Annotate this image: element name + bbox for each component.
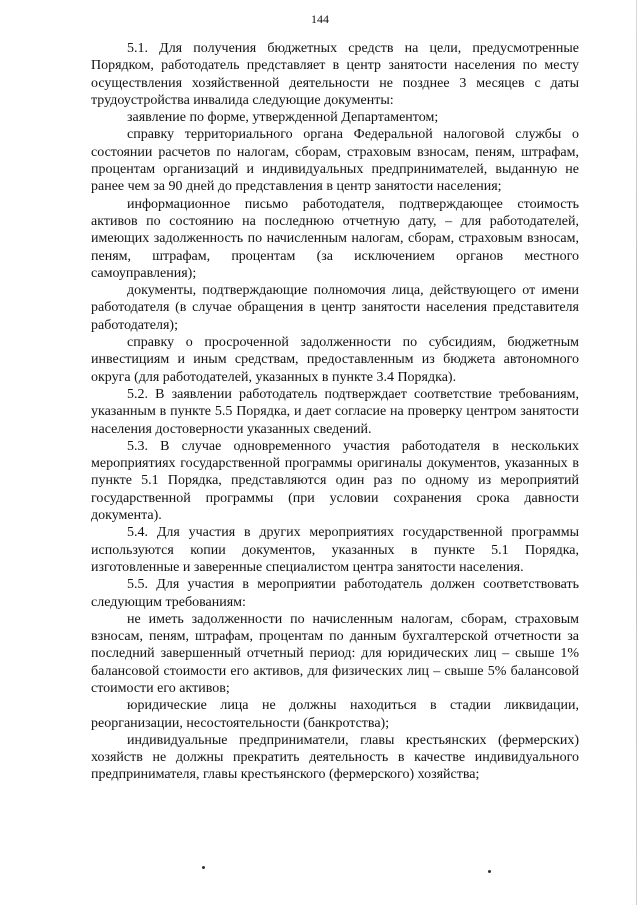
paragraph-5-3: 5.3. В случае одновременного участия работодателя в нескольких мероприятиях государственной программы оригиналы документов, указанных в пункте 5.1 Порядка, представляются один раз по одному из мероприятий государственной программы (при условии сохранения срока давности документа).	[91, 438, 579, 524]
scan-edge	[636, 0, 637, 905]
requirement-not-in-liquidation: юридические лица не должны находиться в стадии ликвидации, реорганизации, несостоятельности (банкротства);	[91, 698, 579, 731]
list-item-tax-certificate: справку территориального органа Федеральной налоговой службы о состоянии расчетов по налогам, сборам, страховым взносам, пеням, штрафам, процентам организаций и индивидуальных предпринимателей, выданную не ранее чем за 90 дней до представления в центр занятости населения;	[91, 127, 579, 195]
requirement-no-tax-debt: не иметь задолженности по начисленным налогам, сборам, страховым взносам, пеням, штрафам, процентам по данным бухгалтерской отчетности за последний завершенный отчетный период: для юридических лиц – свыше 1% балансовой стоимости его активов, для физических лиц – свыше 5% балансовой стоимости его активов;	[91, 611, 579, 696]
paragraph-5-1: 5.1. Для получения бюджетных средств на цели, предусмотренные Порядком, работодатель представляет в центр занятости населения по месту осуществления хозяйственной деятельности не позднее 3 месяцев с даты трудоустройства инвалида следующие документы:	[91, 41, 579, 108]
paragraph-5-4: 5.4. Для участия в других мероприятиях государственной программы используются копии документов, указанных в пункте 5.1 Порядка, изготовленные и заверенные специалистом центра занятости населения.	[91, 525, 579, 575]
list-item-info-letter: информационное письмо работодателя, подтверждающее стоимость активов по состоянию на последнюю отчетную дату, – для работодателей, имеющих задолженность по начисленным налогам, сборам, страховым взносам, пеням, штрафам, процентам (за исключением органов местного самоуправления);	[91, 196, 579, 281]
list-item-overdue-debt-certificate: справку о просроченной задолженности по субсидиям, бюджетным инвестициям и иным средствам, предоставленным из бюджета автономного округа (для работодателей, указанных в пункте 3.4 Порядка).	[91, 335, 579, 385]
page-number: 144	[311, 12, 329, 26]
document-body	[91, 40, 579, 784]
list-item-authority-documents: документы, подтверждающие полномочия лица, действующего от имени работодателя (в случае обращения в центр занятости населения представителя работодателя);	[91, 283, 579, 333]
requirement-activity-not-ceased: индивидуальные предприниматели, главы крестьянских (фермерских) хозяйств не должны прекратить деятельность в качестве индивидуального предпринимателя, главы крестьянского (фермерского) хозяйства;	[91, 732, 579, 783]
scan-speck	[202, 866, 205, 869]
paragraph-5-5: 5.5. Для участия в мероприятии работодатель должен соответствовать следующим требованиям:	[91, 577, 579, 610]
list-item-application-form: заявление по форме, утвержденной Департаментом;	[127, 110, 439, 126]
paragraph-5-2: 5.2. В заявлении работодатель подтверждает соответствие требованиям, указанным в пункте 5.5 Порядка, и дает согласие на проверку центром занятости населения достоверности указанных сведений.	[91, 386, 579, 437]
scan-speck	[488, 870, 491, 873]
